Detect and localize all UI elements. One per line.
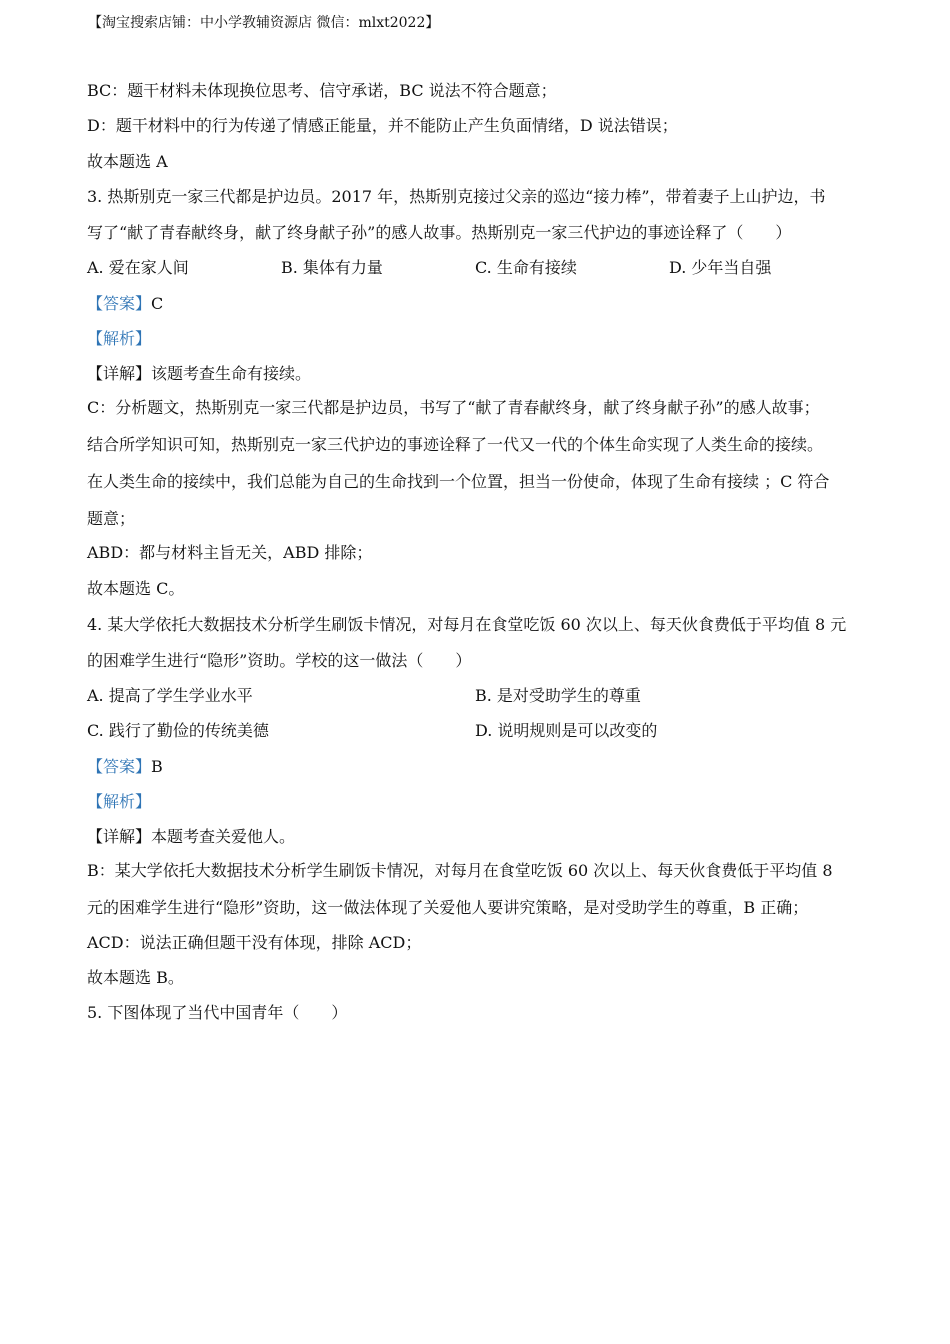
q3-stem-line1: 3. 热斯别克一家三代都是护边员。2017 年，热斯别克接过父亲的巡边“接力棒”，带着妻子上山护边，书	[87, 187, 826, 206]
q4-analysis-heading	[87, 792, 151, 812]
q4-option-c: C. 践行了勤俭的传统美德	[87, 721, 269, 740]
q3-option-c: C. 生命有接续	[475, 258, 577, 277]
q4-detail: 【详解】本题考查关爱他人。	[87, 827, 296, 846]
q2-explain-d: D：题干材料中的行为传递了情感正能量，并不能防止产生负面情绪，D 说法错误；	[87, 116, 678, 135]
q3-option-a: A. 爱在家人间	[87, 258, 189, 277]
q3-analysis-heading	[87, 329, 151, 349]
q3-option-b: B. 集体有力量	[281, 258, 383, 277]
q2-conclusion: 故本题选 A	[87, 152, 168, 171]
q3-detail: 【详解】该题考查生命有接续。	[87, 364, 312, 383]
q3-explain-line3: 在人类生命的接续中，我们总能为自己的生命找到一个位置，担当一份使命，体现了生命有接续 ；C 符合	[87, 472, 830, 491]
q4-explain-line2: 元的困难学生进行“隐形”资助，这一做法体现了关爱他人要讲究策略，是对受助学生的尊重，B 正确；	[87, 898, 809, 917]
q3-answer-label: 【答案】	[87, 294, 152, 313]
q3-option-d: D. 少年当自强	[669, 258, 772, 277]
q4-answer-value: B	[151, 757, 163, 776]
q3-answer	[87, 294, 163, 314]
q3-conclusion: 故本题选 C。	[87, 579, 185, 598]
q3-explain-line4: 题意；	[87, 509, 136, 528]
q4-conclusion: 故本题选 B。	[87, 968, 184, 987]
q3-explain-abd: ABD：都与材料主旨无关，ABD 排除；	[87, 543, 373, 562]
q4-stem-line2: 的困难学生进行“隐形”资助。学校的这一做法（ ）	[87, 651, 472, 670]
q4-explain-line1: B：某大学依托大数据技术分析学生刷饭卡情况，对每月在食堂吃饭 60 次以上、每天伙食费低于平均值 8	[87, 861, 833, 880]
q4-option-a: A. 提高了学生学业水平	[87, 686, 253, 705]
q4-explain-acd: ACD：说法正确但题干没有体现，排除 ACD；	[87, 933, 422, 952]
q3-answer-value: C	[151, 294, 164, 313]
q4-option-d: D. 说明规则是可以改变的	[475, 721, 658, 740]
q4-answer	[87, 757, 163, 777]
q4-analysis-label: 【解析】	[87, 792, 152, 811]
q4-stem-line1: 4. 某大学依托大数据技术分析学生刷饭卡情况，对每月在食堂吃饭 60 次以上、每天伙食费低于平均值 8 元	[87, 615, 847, 634]
q3-explain-line2: 结合所学知识可知，热斯别克一家三代护边的事迹诠释了一代又一代的个体生命实现了人类生命的接续。	[87, 435, 824, 454]
page-header-watermark: 【淘宝搜索店铺：中小学教辅资源店 微信：mlxt2022】	[88, 15, 440, 31]
q3-analysis-label: 【解析】	[87, 329, 152, 348]
q4-option-b: B. 是对受助学生的尊重	[475, 686, 641, 705]
q4-answer-label: 【答案】	[87, 757, 152, 776]
q5-stem: 5. 下图体现了当代中国青年（ ）	[87, 1003, 348, 1022]
q3-explain-line1: C：分析题文，热斯别克一家三代都是护边员，书写了“献了青春献终身，献了终身献子孙”的感人故事；	[87, 398, 820, 417]
q3-stem-line2: 写了“献了青春献终身，献了终身献子孙”的感人故事。热斯别克一家三代护边的事迹诠释了（ ）	[87, 223, 792, 242]
q2-explain-bc: BC：题干材料未体现换位思考、信守承诺，BC 说法不符合题意；	[87, 81, 557, 100]
